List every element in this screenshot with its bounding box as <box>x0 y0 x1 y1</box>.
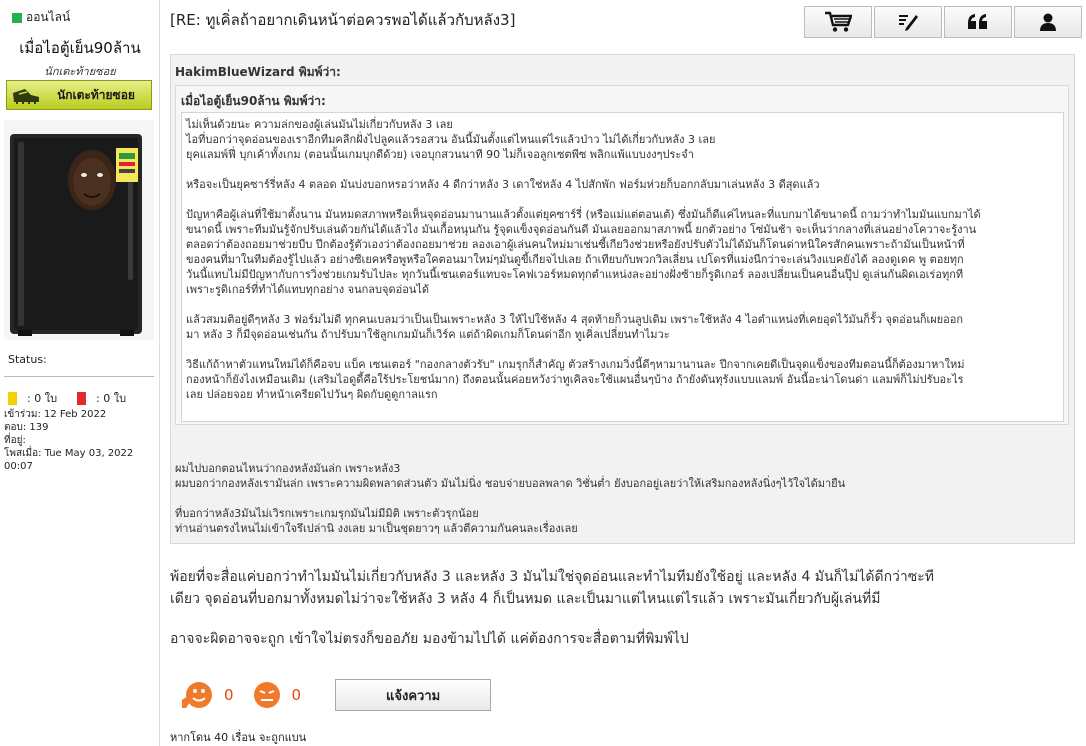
reaction-up[interactable] <box>180 678 234 712</box>
football-boot-icon <box>11 85 41 105</box>
quote-outer-line: ผมไปบอกตอนไหนว่ากองหลังมันล่ก เพราะหลัง3 <box>175 462 401 475</box>
reply-text <box>170 566 1075 650</box>
reply-line: พ้อยที่จะสื่อแค่บอกว่าทำไมมันไม่เกี่ยวกับหลัง 3 และหลัง 3 มันไม่ใช่จุดอ่อนและทำไมทีมยังใช้อยู่ และหลัง 4 มันก็ไม่ได้ดีกว่าซะที <box>170 569 935 585</box>
quote-inner-line: ของคนที่มาในทีมต้องรู้ไปแล้ว อย่างซีเยคหรือพูหรือใคตอนมาใหม่ๆมันดูขี้เกียจไปเลย ถ้าเทียบกับพวกวิลเลี่ยน เปโดรที่แม่งนีกว่าจะเล่นวิงแบคยังได้ ลองดูเดค พู ตอยทุก <box>186 253 964 266</box>
yellow-card-count: : 0 ใบ <box>27 392 58 405</box>
quote-inner-line: ไอที่บอกว่าจุดอ่อนของเราอีกทีมคลีกฝั่งไปลูคแล้วรอสวน อันนี้มันตั้งแต่ไหนแต่ไรแล้วป่าว ไม่ได้เกี่ยวกับหลัง 3 เลย <box>186 133 716 146</box>
reaction-down-count: 0 <box>291 686 302 704</box>
red-card-count: : 0 ใบ <box>96 392 127 405</box>
quote-inner-author: เมื่อไอตู้เย็น90ล้าน พิมพ์ว่า: <box>181 94 326 108</box>
user-title: นักเตะท้ายซอย <box>44 65 116 78</box>
online-label: ออนไลน์ <box>26 10 71 24</box>
yellow-card-icon <box>8 392 17 405</box>
online-indicator-icon <box>12 13 22 23</box>
quote-inner-line: มา หลัง 3 ก็มีจุดอ่อนเช่นกัน ถ้าปรับมาใช้ลูกเกมมันก็เวิร์ค แต่ถ้าผิดเกมก็โดนด่าอีก ทูเคิ่ลเปลี่ยนทำไมวะ <box>186 328 670 341</box>
angry-face-icon <box>252 680 282 710</box>
post-toolbar <box>802 6 1082 38</box>
quote-block-inner <box>175 85 1069 425</box>
quote-outer-line: ที่บอกว่าหลัง3มันไม่เวิรกเพราะเกมรุกมันไม่มีมิติ เพราะตัวรุกน้อย <box>175 507 479 520</box>
online-status <box>12 8 70 27</box>
post-count: ตอบ: 139 <box>4 422 49 433</box>
quote-inner-line: ปัญหาคือผู้เล่นที่ใช้มาตั้งนาน มันหมดสภาพหรือเห็นจุดอ่อนมานานแล้วตั้งแต่ยุคซาร์รี่ (หรือแม่แต่ตอนเต้) ซึ่งมันก็ดีแค่ไหนละที่แบกมาได้ขนาดนี้ ถามว่าทำไมมันแบกมาได้ <box>186 208 981 221</box>
quote-inner-line: ขนาดนี้ เพราะทีมมันรู้จักปรับเล่นด้วยกันได้แล้วไง มันเกื้อหนุนกัน รู้จุดแข็งจุดอ่อนกันดี มันเลยออกมาสภาพนี้ ยกตัวอย่าง โซ่มันช้า จะเห็นว่ากลางที่เล่นอย่างโควาจะรู้งาน <box>186 223 977 236</box>
quote-outer-line: ผมบอกว่ากองหลังเรามันล่ก เพราะความผิดพลาดส่วนตัว มันไม่นิ่ง ชอบจ่ายบอลพลาด วิชั่นต่ำ ยังบอกอยู่เลยว่าให้เสริมกองหลังนิ่งๆไว้ใจได้มายืน <box>175 477 846 490</box>
quote-outer-author: HakimBlueWizard พิมพ์ว่า: <box>175 65 341 79</box>
cart-icon <box>824 11 852 33</box>
post-body <box>170 0 1078 746</box>
quote-inner-line: วิธีแก้ถ้าหาตัวแทนใหม่ได้ก็คือจบ แบ็ค เซนเตอร์ "กองกลางตัวรับ" เกมรุกก็สำคัญ ตัวสร้างเกมวิ่งนี้ดีๆหามานานละ ปีกจากเคยดีเป็นจุดแข็งของทีมตอนนี้ก็ต้องมาหาใหม่ <box>186 358 965 371</box>
joined-date: เข้าร่วม: 12 Feb 2022 <box>4 409 107 420</box>
location: ที่อยู่: <box>4 435 26 446</box>
ban-warning: หากโดน 40 เรื่อน จะถูกแบน <box>170 731 307 744</box>
cart-button[interactable] <box>804 6 872 38</box>
quote-inner-line: กองหน้าก็ยังไงเหมือนเดิม (เสริมไอดูดี้คือใร้ประโยชน์มาก) ถึงตอนนั้นค่อยหวังว่าทูเคิลจะใช้แผนอื่นๆบ้าง ถ้ายังดันทุรังแบบแลมพ์ อันนี้อะน่าโดนด่า แลมพ์ก็ไม่ปรับอะไร <box>186 373 964 386</box>
thumbs-up-face-icon <box>180 678 214 712</box>
quote-icon <box>967 13 989 31</box>
reaction-bar <box>180 678 491 712</box>
quote-inner-line: วันนี้แทบไม่มีปัญหากับการวิ่งช่วยเกมรับไปละ ทุกวันนี้เชนเตอร์แทบจะโคฟเวอร์หมดทุกตำแหน่งละอย่างฝั่งซ้ายก็รูดิเกอร์ ลองเปลี่ยนเป็นคนอื่นปุ๊ป ดูเล่นกันผิดเอเร่อทุกที <box>186 268 964 281</box>
quote-inner-line: หรือจะเป็นยุคซาร์รี่หลัง 4 ตลอด มันบ่งบอกหรอว่าหลัง 4 ดีกว่าหลัง 3 เดาใช่หลัง 4 ไปสักพัก ฟอร์มห่วยก็บอกกลับมาเล่นหลัง 3 ดีสุดแล้ว <box>186 178 820 191</box>
edit-icon <box>897 12 919 32</box>
post-title: [RE: ทูเคิ่ลถ้าอยากเดินหน้าต่อควรพอได้แล้วกับหลัง3] <box>170 11 516 29</box>
reply-line: เดียว จุดอ่อนที่บอกมาทั้งหมดไม่ว่าจะใช้หลัง 3 หลัง 4 ก็เป็นหมด และเป็นมาแต่ไหนแต่ไรแล้ว เพราะมันเกี่ยวกับผู้เล่นที่มี <box>170 591 881 607</box>
quote-outer-line: ท่านอ่านตรงไหนไม่เข้าใจรึเปล่านิ งงเลย มาเป็นชุดยาวๆ แล้วตีความกันคนละเรื่องเลย <box>175 522 578 535</box>
rank-badge-label: นักเตะท้ายซอย <box>57 87 135 102</box>
sidebar-divider <box>4 376 154 377</box>
quote-inner-line: ตลอดว่าต้องถอยมาช่วยบีบ ปีกต้องรู้ตัวเองว่าต้องถอยมาช่วย ลองเอาผู้เล่นคนใหม่มาเช่นซี้เกียวิงช่วยหรือยังปรับตัวไม่ได้มันก็โดนด่าหนิใครสักคนเพราะถ้ามันเป็นหน้าที่ <box>186 238 965 251</box>
username[interactable]: เมื่อไอตู้เย็น90ล้าน <box>19 39 141 57</box>
quote-inner-line: แล้วสมมติอยู่ดีๆหลัง 3 ฟอร์มไม่ดี ทุกคนเบลมว่าเป็นเป็นเพราะหลัง 3 ให้ไปใช้หลัง 4 สุดท้ายก็วนลูปเดิม เพราะใช้หลัง 4 ไอตำแหน่งที่เคยอุดไว้มันก็รั้ว จุดอ่อนก็เผยออก <box>186 313 964 326</box>
report-button[interactable]: แจ้งความ <box>335 679 491 711</box>
avatar[interactable] <box>4 120 154 340</box>
quote-inner-text <box>181 112 1064 422</box>
quote-inner-line: เพราะรูดิเกอร์ที่ทำได้แทบทุกอย่าง จนกลบจุดอ่อนได้ <box>186 283 430 296</box>
quote-inner-line: เลย ปล่อยจอย ทำหน้าเครียดไปวันๆ ผิดกับดูดูกาลแรก <box>186 388 438 401</box>
rank-badge <box>6 80 152 110</box>
profile-button[interactable] <box>1014 6 1082 38</box>
reaction-down[interactable] <box>252 680 302 710</box>
quote-outer-text <box>175 461 1070 536</box>
quote-inner-line: ไม่เห็นด้วยนะ ความล่กของผู้เล่นมันไม่เกี่ยวกับหลัง 3 เลย <box>186 118 453 131</box>
quote-block-outer <box>170 54 1075 544</box>
posted-at: โพสเมื่อ: Tue May 03, 2022 00:07 <box>4 448 134 472</box>
user-meta <box>4 408 159 473</box>
card-counts <box>8 389 126 407</box>
profile-icon <box>1039 12 1057 32</box>
avatar-image <box>4 120 154 340</box>
user-profile-sidebar <box>0 0 160 746</box>
quote-inner-line: ยุคแลมพ์ฟี่ บุกเค้าทั้งเกม (ตอนนั้นเกมบุกดีด้วย) เจอบุกสวนนาที 90 ไม่ก็เจอลูกเซตพีซ พลิกแพ้แบบงงๆประจำ <box>186 148 694 161</box>
red-card-icon <box>77 392 86 405</box>
reaction-up-count: 0 <box>224 686 234 704</box>
reply-line: อาจจะผิดอาจจะถูก เข้าใจไม่ตรงก็ขออภัย มองข้ามไปได้ แค่ต้องการจะสื่อตามที่พิมพ์ไป <box>170 631 689 647</box>
status-label: Status: <box>8 353 47 366</box>
quote-button[interactable] <box>944 6 1012 38</box>
edit-button[interactable] <box>874 6 942 38</box>
